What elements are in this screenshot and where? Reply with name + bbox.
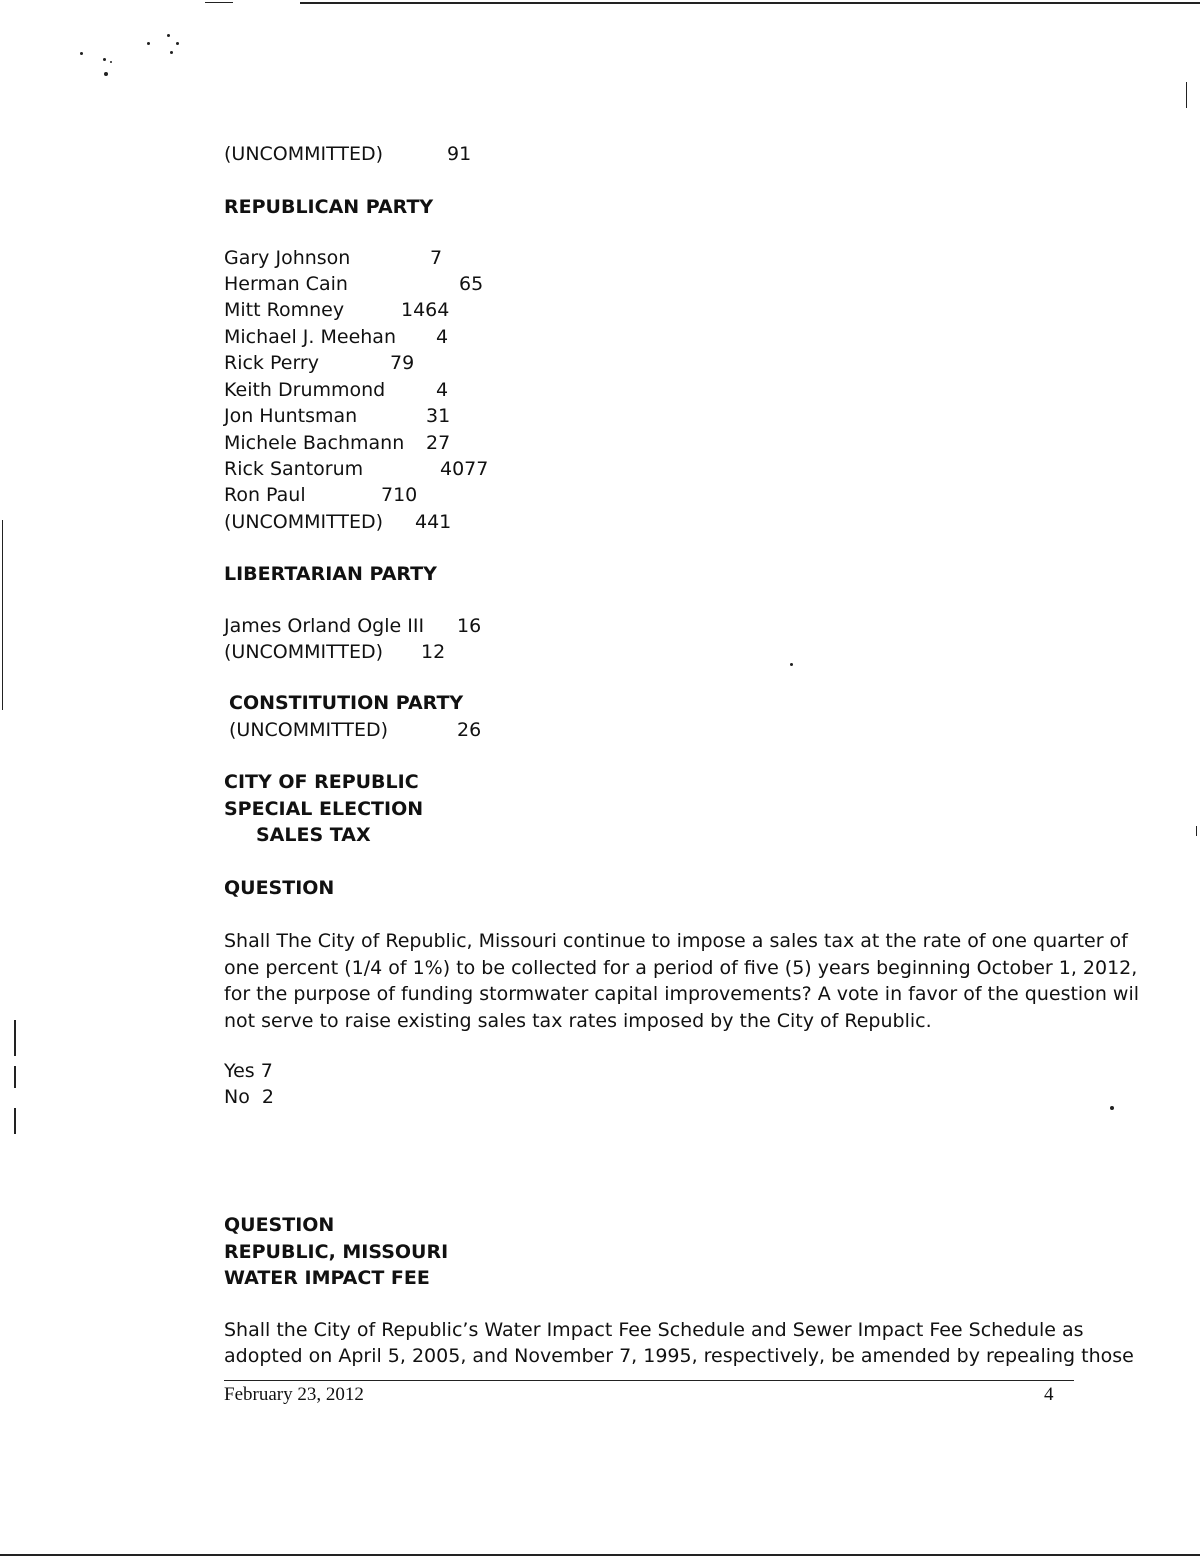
scan-speck	[147, 42, 150, 45]
candidate-name: Mitt Romney	[224, 299, 345, 321]
question1-text-line: one percent (1/4 of 1%) to be collected for a period of five (5) years beginning October 1, 2012,	[224, 957, 1138, 979]
scan-left-edge-mark	[2, 520, 3, 710]
question1-heading: QUESTION	[224, 877, 335, 899]
scan-speck	[176, 42, 179, 45]
scan-speck	[110, 61, 112, 63]
candidate-name: Gary Johnson	[224, 247, 351, 269]
scan-right-edge-mark	[1186, 82, 1187, 108]
candidate-votes: 79	[390, 352, 415, 374]
candidate-votes: 12	[421, 641, 446, 663]
scan-top-edge-line	[300, 2, 1200, 4]
libertarian-party-heading: LIBERTARIAN PARTY	[224, 563, 437, 585]
candidate-name: Michael J. Meehan	[224, 326, 396, 348]
candidate-votes: 26	[457, 719, 482, 741]
republican-party-heading: REPUBLICAN PARTY	[224, 196, 434, 218]
candidate-votes: 1464	[401, 299, 450, 321]
question1-text-line: not serve to raise existing sales tax rates imposed by the City of Republic.	[224, 1010, 932, 1032]
candidate-name: James Orland Ogle III	[224, 615, 425, 637]
scan-bottom-edge-line	[0, 1554, 1200, 1556]
candidate-votes: 31	[426, 405, 451, 427]
candidate-votes: 65	[459, 273, 484, 295]
scan-left-margin-bar-2	[14, 1066, 16, 1088]
candidate-votes: 441	[415, 511, 452, 533]
scan-speck	[790, 663, 793, 666]
special-election-heading-line2: SPECIAL ELECTION	[224, 798, 424, 820]
question1-text-line: Shall The City of Republic, Missouri continue to impose a sales tax at the rate of one quarter of	[224, 930, 1128, 952]
candidate-name: Keith Drummond	[224, 379, 386, 401]
candidate-votes: 7	[430, 247, 443, 269]
scan-right-margin-tick	[1196, 826, 1197, 836]
question2-text-line: adopted on April 5, 2005, and November 7, 1995, respectively, be amended by repealing those	[224, 1345, 1134, 1367]
candidate-votes: 4	[436, 379, 449, 401]
scan-speck	[80, 52, 83, 55]
scan-speck	[167, 34, 170, 37]
candidate-name: Herman Cain	[224, 273, 348, 295]
candidate-name: Jon Huntsman	[224, 405, 358, 427]
candidate-votes: 27	[426, 432, 451, 454]
scan-top-edge-dash	[205, 2, 233, 3]
question2-heading-line2: REPUBLIC, MISSOURI	[224, 1241, 449, 1263]
question1-text-line: for the purpose of funding stormwater capital improvements? A vote in favor of the question wil	[224, 983, 1139, 1005]
candidate-votes: 4077	[440, 458, 489, 480]
scan-left-margin-bar-3	[14, 1108, 16, 1134]
footer-date: February 23, 2012	[224, 1384, 364, 1405]
candidate-name: Michele Bachmann	[224, 432, 405, 454]
question2-heading-line3: WATER IMPACT FEE	[224, 1267, 430, 1289]
footer-divider	[224, 1380, 1074, 1381]
candidate-votes: 16	[457, 615, 482, 637]
constitution-party-heading: CONSTITUTION PARTY	[229, 692, 464, 714]
special-election-heading-line3: SALES TAX	[256, 824, 371, 846]
candidate-name: Rick Santorum	[224, 458, 364, 480]
scan-speck	[1110, 1106, 1114, 1110]
scan-left-margin-bar-1	[14, 1020, 16, 1056]
candidate-name: Rick Perry	[224, 352, 319, 374]
question2-text-line: Shall the City of Republic’s Water Impact Fee Schedule and Sewer Impact Fee Schedule as	[224, 1319, 1084, 1341]
scan-speck	[170, 51, 173, 54]
question1-yes-result: Yes 7	[224, 1060, 273, 1082]
candidate-name: (UNCOMMITTED)	[224, 641, 384, 663]
candidate-name: Ron Paul	[224, 484, 306, 506]
question1-no-result: No 2	[224, 1086, 275, 1108]
scan-speck	[104, 72, 108, 76]
candidate-votes: 710	[381, 484, 418, 506]
special-election-heading-line1: CITY OF REPUBLIC	[224, 771, 419, 793]
candidate-name: (UNCOMMITTED)	[224, 511, 384, 533]
scan-speck	[103, 58, 106, 61]
question2-heading-line1: QUESTION	[224, 1214, 335, 1236]
democratic-uncommitted-votes: 91	[447, 143, 472, 165]
democratic-uncommitted-label: (UNCOMMITTED)	[224, 143, 384, 165]
candidate-name: (UNCOMMITTED)	[229, 719, 389, 741]
footer-page-number: 4	[1044, 1384, 1054, 1405]
candidate-votes: 4	[436, 326, 449, 348]
